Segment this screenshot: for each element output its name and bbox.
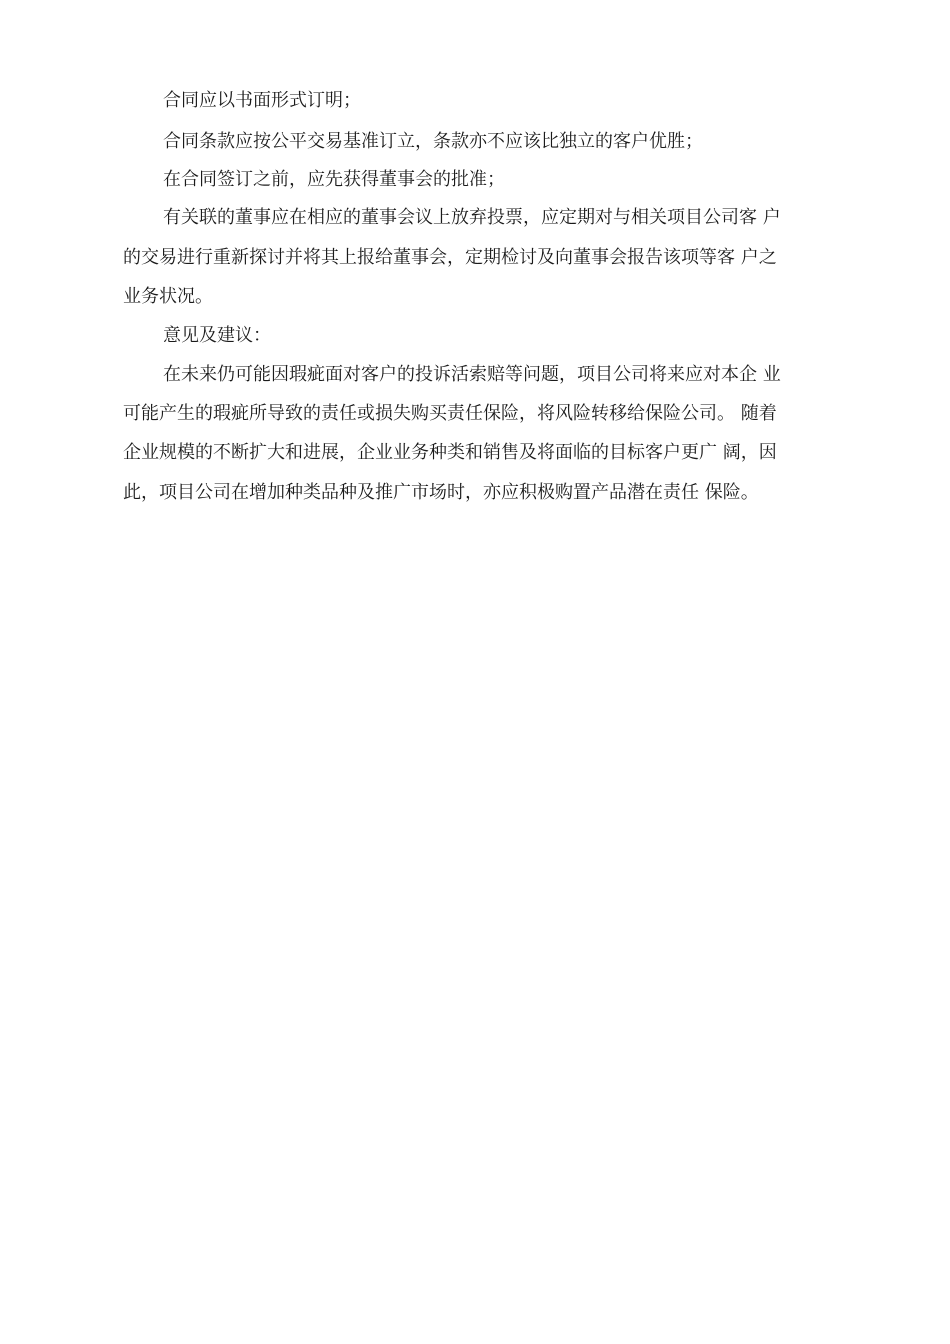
- text-line: 在合同签订之前，应先获得董事会的批准；: [163, 169, 505, 190]
- text-line: 的交易进行重新探讨并将其上报给董事会，定期检讨及向董事会报告该项等客 户之: [123, 247, 777, 268]
- text-line: 在未来仍可能因瑕疵面对客户的投诉活索赔等问题，项目公司将来应对本企 业: [163, 364, 781, 385]
- text-line: 合同应以书面形式订明；: [163, 90, 361, 111]
- text-line: 合同条款应按公平交易基准订立，条款亦不应该比独立的客户优胜；: [163, 131, 703, 152]
- text-line: 此，项目公司在增加种类品种及推广市场时，亦应积极购置产品潜在责任 保险。: [123, 482, 759, 503]
- text-line: 企业规模的不断扩大和进展，企业业务种类和销售及将面临的目标客户更广 阔，因: [123, 442, 777, 463]
- text-line: 业务状况。: [123, 286, 213, 307]
- text-line: 有关联的董事应在相应的董事会议上放弃投票，应定期对与相关项目公司客 户: [163, 207, 781, 228]
- section-heading: 意见及建议：: [163, 325, 271, 346]
- text-line: 可能产生的瑕疵所导致的责任或损失购买责任保险，将风险转移给保险公司。 随着: [123, 403, 777, 424]
